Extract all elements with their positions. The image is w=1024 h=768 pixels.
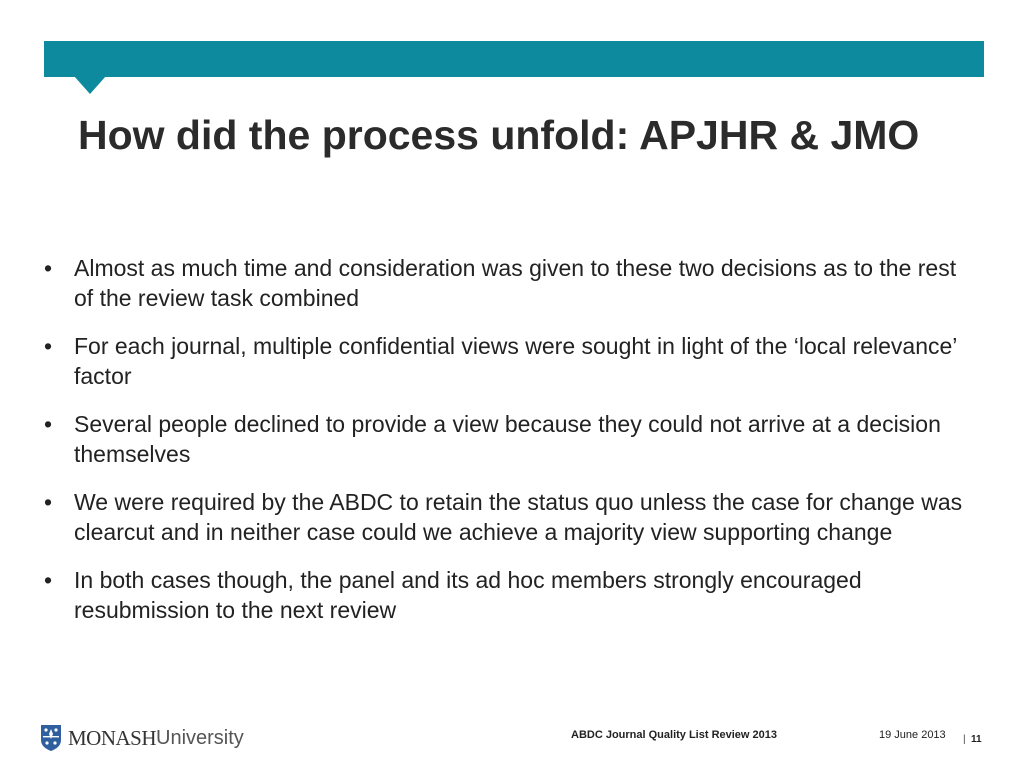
header-accent-notch <box>74 76 106 94</box>
footer-presentation-title: ABDC Journal Quality List Review 2013 <box>571 729 778 741</box>
bullet-item <box>44 331 979 391</box>
footer-separator: | <box>963 734 966 745</box>
bullet-text: We were required by the ABDC to retain the status quo unless the case for change was clearcut and in neither case could we achieve a majority view supporting change <box>74 489 963 545</box>
logo-monash-text: MONASH <box>68 725 157 750</box>
bullet-dot-icon: • <box>44 333 53 359</box>
bullet-item <box>44 487 979 547</box>
slide-title: How did the process unfold: APJHR & JMO <box>78 112 920 158</box>
logo-university-text: University <box>156 726 244 749</box>
bullet-text: In both cases though, the panel and its ad hoc members strongly encouraged resubmission to the next review <box>74 567 862 623</box>
bullet-text: Several people declined to provide a view because they could not arrive at a decision themselves <box>74 411 941 467</box>
bullet-item <box>44 565 979 625</box>
bullet-text: For each journal, multiple confidential views were sought in light of the ‘local relevance’ factor <box>74 333 957 389</box>
bullet-item <box>44 409 979 469</box>
bullet-dot-icon: • <box>44 255 53 281</box>
bullet-text: Almost as much time and consideration was given to these two decisions as to the rest of the review task combined <box>74 255 957 311</box>
slide-number: 11 <box>971 734 982 745</box>
footer-date: 19 June 2013 <box>879 729 946 741</box>
bullet-item <box>44 253 979 313</box>
monash-crest-icon <box>40 724 62 752</box>
bullet-dot-icon: • <box>44 411 53 437</box>
monash-university-logo <box>40 722 244 754</box>
bullet-list <box>44 253 979 643</box>
bullet-dot-icon: • <box>44 489 53 515</box>
header-accent-bar <box>44 41 984 77</box>
bullet-dot-icon: • <box>44 567 53 593</box>
